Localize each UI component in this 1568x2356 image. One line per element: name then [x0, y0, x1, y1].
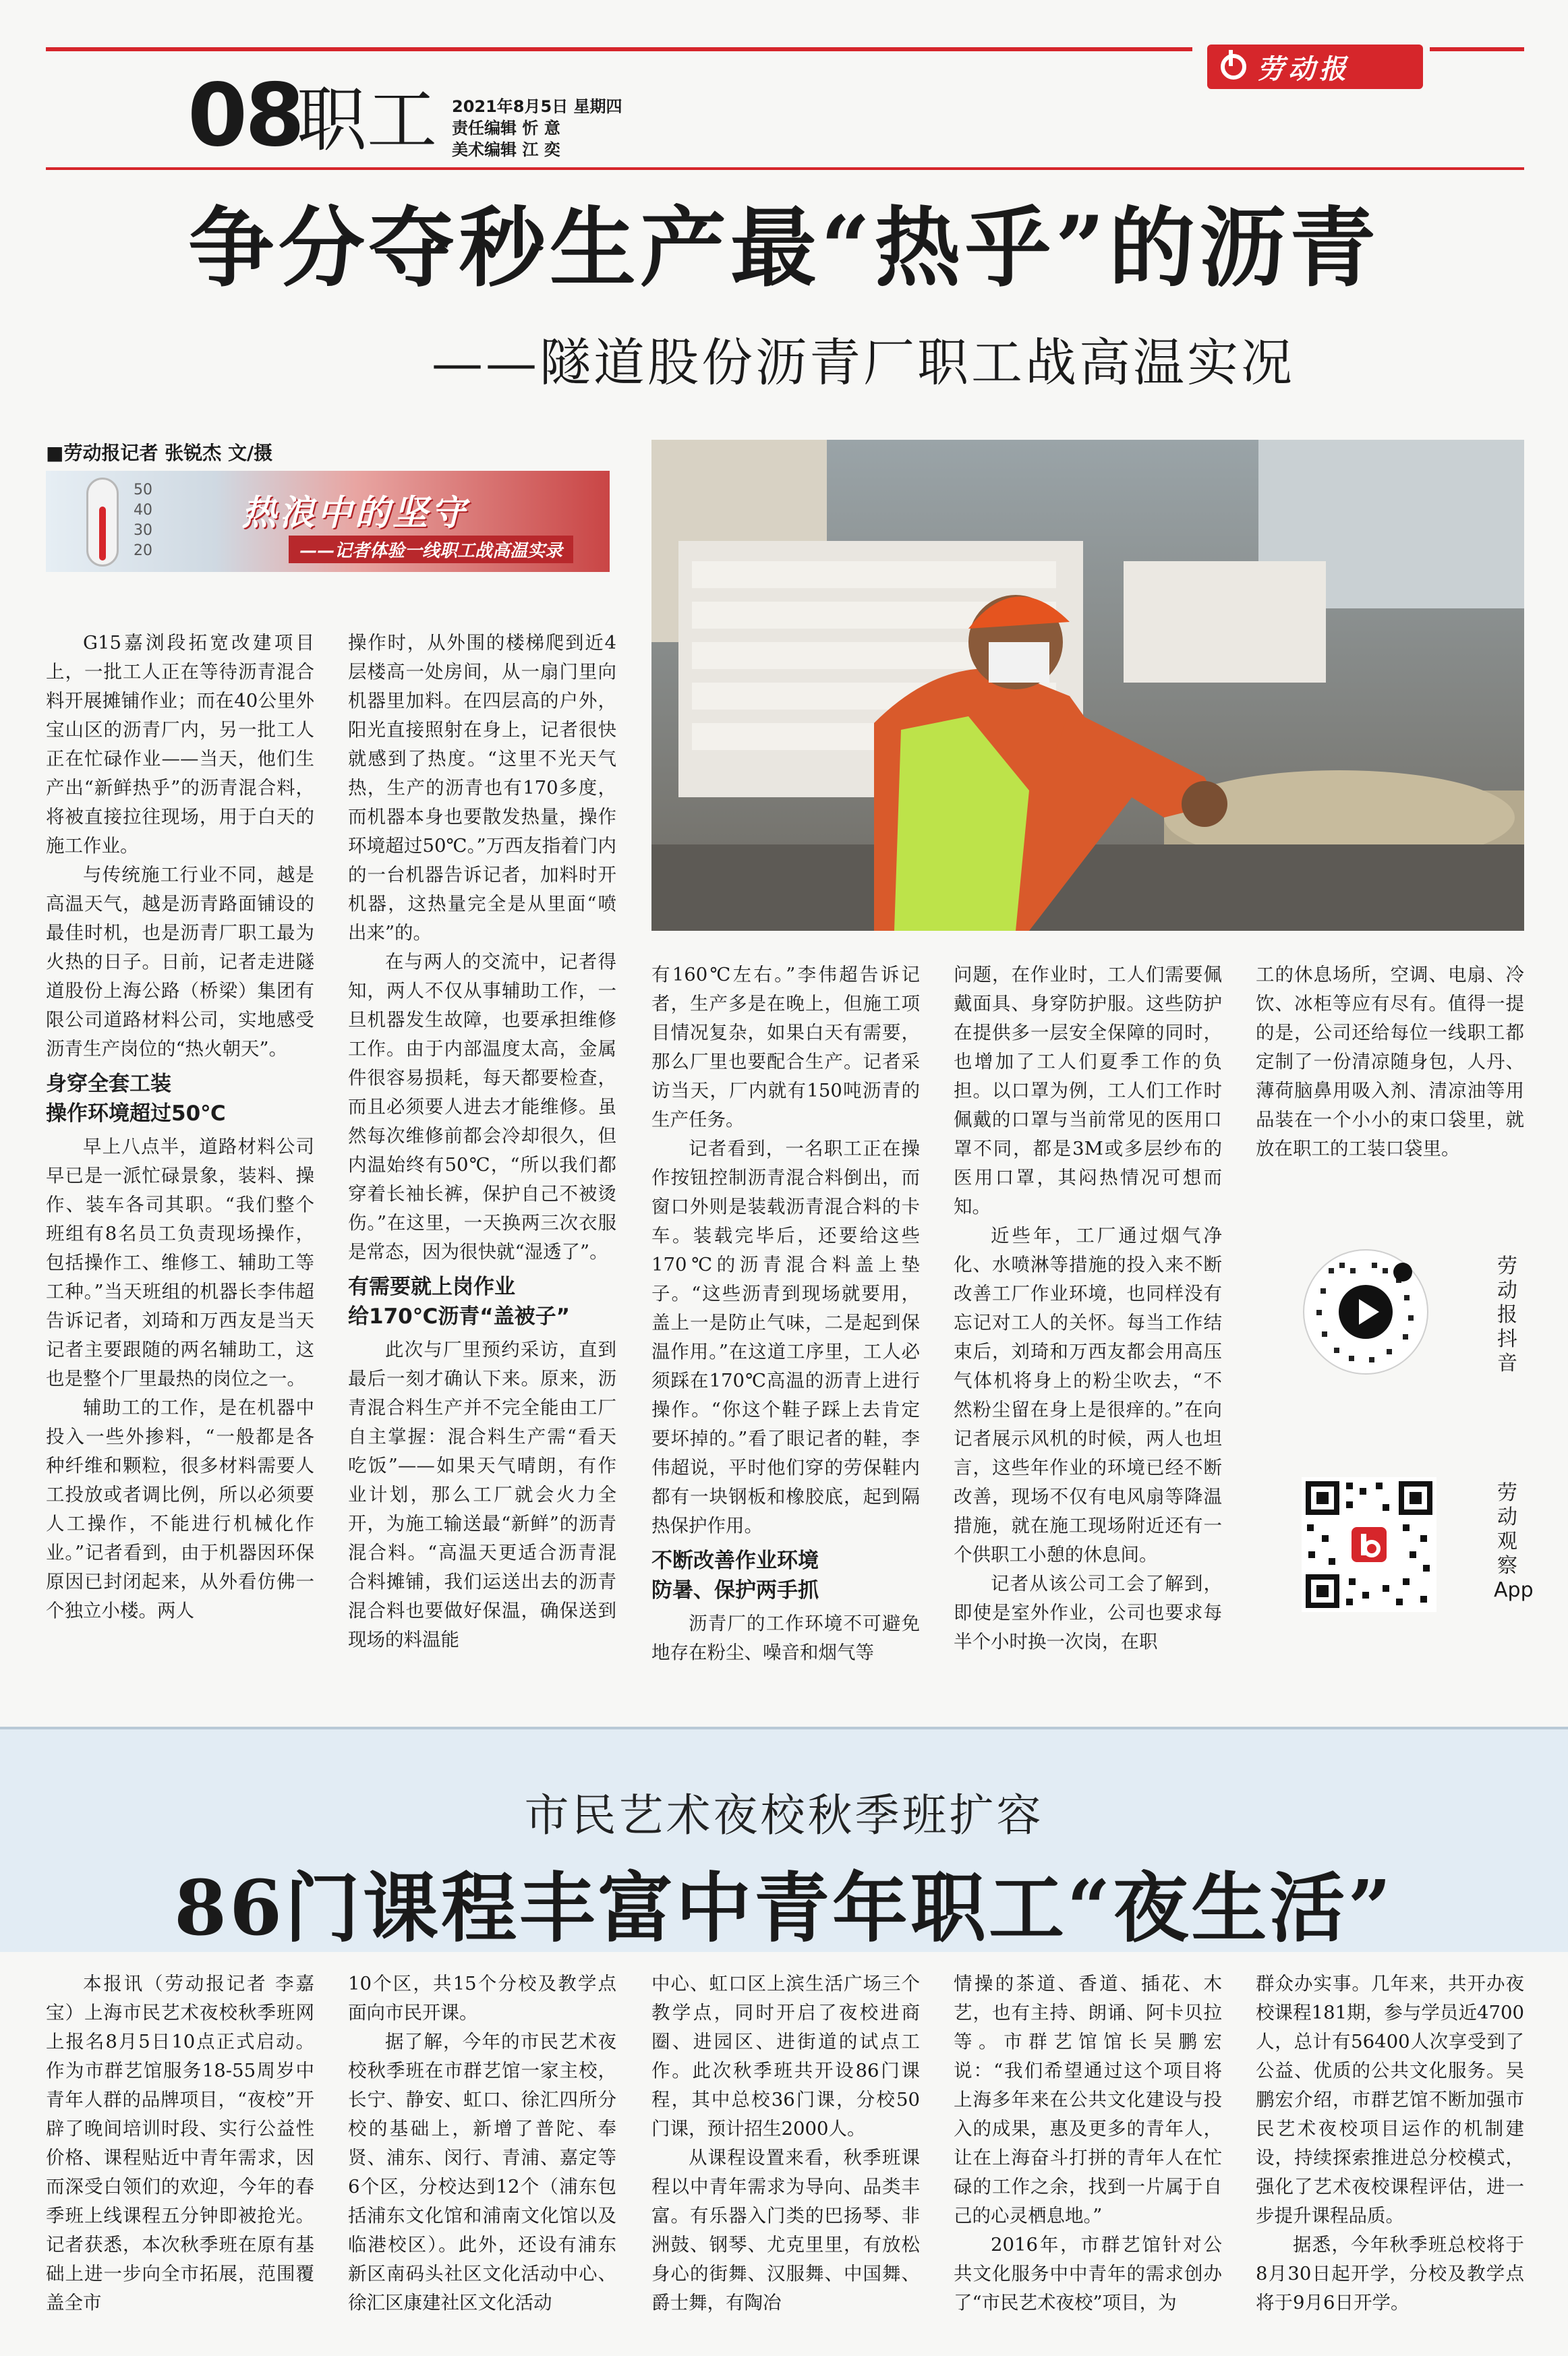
douyin-qr-code[interactable] — [1302, 1248, 1430, 1376]
logo-icon — [1221, 54, 1246, 80]
article2-headline: 86门课程丰富中青年职工“夜生活” — [174, 1864, 1394, 1953]
app-label: 劳动观察App — [1494, 1481, 1534, 1602]
paragraph: 中心、虹口区上滨生活广场三个教学点，同时开启了夜校进商圈、进园区、进街道的试点工作。此次秋季班共开设86门课程，其中总校36门课，分校50门课，预计招生2000人。 — [651, 1973, 920, 2139]
article1-column-1 — [46, 629, 314, 1626]
article2-column-5 — [1256, 1970, 1524, 2318]
heading-line: 有需要就上岗作业 — [348, 1275, 515, 1299]
article1-column-3 — [651, 960, 920, 1667]
article1-column-2 — [348, 629, 616, 1655]
photo-illustration — [651, 440, 1524, 931]
paragraph: 据了解，今年的市民艺术夜校秋季班在市群艺馆一家主校，长宁、静安、虹口、徐汇四所分校的基础上，新增了普陀、奉贤、浦东、闵行、青浦、嘉定等6个区，分校达到12个（浦东包括浦东文化馆和浦南文化馆以及临港校区）。此外，还设有浦东新区南码头社区文化活动中心、徐汇区康建社区文化活动 — [348, 2031, 616, 2314]
article1-column-5 — [1256, 960, 1524, 1163]
paragraph: 有160℃左右。”李伟超告诉记者，生产多是在晚上，但施工项目情况复杂，如果白天有需要，那么厂里也要配合生产。记者采访当天，厂内就有150吨沥青的生产任务。 — [651, 964, 920, 1130]
subheadline: ——隧道股份沥青厂职工战高温实况 — [432, 333, 1295, 393]
paragraph: 群众办实事。几年来，共开办夜校课程181期，参与学员近4700人，总计有56400人次享受到了公益、优质的公共文化服务。吴鹏宏介绍，市群艺馆不断加强市民艺术夜校项目运作的机制建设，持续探索推进总分校模式，强化了艺术夜校课程评估，进一步提升课程品质。 — [1256, 1973, 1524, 2226]
top-rule — [46, 47, 1192, 51]
paragraph: 2016年，市群艺馆针对公共文化服务中中青年的需求创办了“市民艺术夜校”项目，为 — [954, 2234, 1222, 2314]
paragraph: 操作时，从外围的楼梯爬到近4层楼高一处房间，从一扇门里向机器里加料。在四层高的户外，阳光直接照射在身上，记者很快就感到了热度。“这里不光天气热，生产的沥青也有170多度，而机器本身也要散发热量，操作环境超过50℃。”万西友指着门内的一台机器告诉记者，加料时开机器，这热量完全是从里面“喷出来”的。 — [348, 632, 616, 944]
article2-kicker: 市民艺术夜校秋季班扩容 — [524, 1789, 1044, 1841]
heading-line: 防暑、保护两手抓 — [651, 1578, 819, 1603]
section-heading-a — [46, 1069, 314, 1128]
article1-column-4 — [954, 960, 1222, 1657]
paragraph: 在与两人的交流中，记者得知，两人不仅从事辅助工作，一旦机器发生故障，也要承担维修工作。由于内部温度太高，金属件很容易损耗，每天都要检查，而且必须要人进去才能维修。虽然每次维修前都会冷却很久，但内温始终有50℃，“所以我们都穿着长袖长裤，保护自己不被烫伤。”在这里，一天换两三次衣服是常态，因为很快就“湿透了”。 — [348, 951, 616, 1263]
paragraph: 此次与厂里预约采访，直到最后一刻才确认下来。原来，沥青混合料生产并不完全能由工厂自主掌握：混合料生产需“看天吃饭”——如果天气晴朗，有作业计划，那么工厂就会火力全开，为施工输送最“新鲜”的沥青混合料。“高温天更适合沥青混合料摊铺，我们运送出去的沥青混合料也要做好保温，确保送到现场的料温能 — [348, 1339, 616, 1650]
section-name: 职工 — [297, 79, 438, 161]
paragraph: 工的休息场所，空调、电扇、冷饮、冰柜等应有尽有。值得一提的是，公司还给每位一线职工都定制了一份清凉随身包，人丹、薄荷脑鼻用吸入剂、清凉油等用品装在一个小小的束口袋里，就放在职工的工装口袋里。 — [1256, 964, 1524, 1159]
paragraph: 辅助工的工作，是在机器中投入一些外掺料，“一般都是各种纤维和颗粒，很多材料需要人工投放或者调比例，所以必须要人工操作，不能进行机械化作业。”记者看到，由于机器因环保原因已封闭起来，从外看仿佛一个独立小楼。两人 — [46, 1397, 314, 1621]
paragraph: 与传统施工行业不同，越是高温天气，越是沥青路面铺设的最佳时机，也是沥青厂职工最为火热的日子。日前，记者走进隧道股份上海公路（桥梁）集团有限公司道路材料公司，实地感受沥青生产岗位的“热火朝天”。 — [46, 864, 314, 1060]
section-heading-b — [348, 1272, 616, 1331]
paragraph: 从课程设置来看，秋季班课程以中青年需求为导向、品类丰富。有乐器入门类的巴扬琴、非洲鼓、钢琴、尤克里里，有放松身心的街舞、汉服舞、中国舞、爵士舞，有陶冶 — [651, 2147, 920, 2314]
paragraph: 情操的茶道、香道、插花、木艺，也有主持、朗诵、阿卡贝拉等。市群艺馆馆长吴鹏宏说：“我们希望通过这个项目将上海多年来在公共文化建设与投入的成果，惠及更多的青年人，让在上海奋斗打拼的青年人在忙碌的工作之余，找到一片属于自己的心灵栖息地。” — [954, 1973, 1222, 2226]
heading-line: 给170℃沥青“盖被子” — [348, 1304, 570, 1329]
masthead-divider — [46, 167, 1524, 170]
scale-tick: 20 — [134, 542, 152, 559]
byline: ■劳动报记者 张锐杰 文/摄 — [46, 442, 273, 464]
scale-tick: 40 — [134, 502, 152, 519]
paragraph: 据悉，今年秋季班总校将于8月30日起开学，分校及教学点将于9月6日开学。 — [1256, 2234, 1524, 2314]
worker-photo — [651, 440, 1524, 931]
logo-text: 劳动报 — [1257, 53, 1350, 85]
app-qr-code[interactable] — [1302, 1477, 1436, 1612]
article2-column-3 — [651, 1970, 920, 2318]
series-banner — [46, 471, 610, 572]
art-editor-credit: 美术编辑 江 奕 — [452, 140, 560, 159]
article2-column-1 — [46, 1970, 314, 2318]
article2-column-2 — [348, 1970, 616, 2318]
page-number: 08 — [187, 65, 303, 166]
issue-date: 2021年8月5日 星期四 — [452, 97, 622, 116]
qr-icon — [1302, 1477, 1436, 1612]
douyin-label: 劳动报抖音 — [1497, 1255, 1517, 1375]
thermometer-scale — [134, 480, 152, 561]
paragraph: 10个区，共15个分校及教学点面向市民开课。 — [348, 1973, 616, 2023]
thermometer-icon — [86, 478, 119, 567]
paragraph: 记者从该公司工会了解到，即使是室外作业，公司也要求每半个小时换一次岗，在职 — [954, 1573, 1222, 1653]
paragraph: 早上八点半，道路材料公司早已是一派忙碌景象，装料、操作、装车各司其职。“我们整个班组有8名员工负责现场操作，包括操作工、维修工、辅助工等工种。”当天班组的机器长李伟超告诉记者，刘琦和万西友是当天记者主要跟随的两名辅助工，这也是整个厂里最热的岗位之一。 — [46, 1136, 314, 1389]
section-heading-c — [651, 1546, 920, 1605]
paragraph: 记者看到，一名职工正在操作按钮控制沥青混合料倒出，而窗口外则是装载沥青混合料的卡车。装载完毕后，还要给这些170℃的沥青混合料盖上垫子。“这些沥青到现场就要用，盖上一是防止气味，二是起到保温作用。”在这道工序里，工人必须踩在170℃高温的沥青上进行操作。“你这个鞋子踩上去肯定要坏掉的。”看了眼记者的鞋，李伟超说，平时他们穿的劳保鞋内都有一块钢板和橡胶底，起到隔热保护作用。 — [651, 1138, 920, 1536]
paragraph: 近些年，工厂通过烟气净化、水喷淋等措施的投入来不断改善工厂作业环境，也同样没有忘记对工人的关怀。每当工作结束后，刘琦和万西友都会用高压气体机将身上的粉尘吹去，“不然粉尘留在身上是很痒的。”在向记者展示风机的时候，两人也坦言，这些年作业的环境已经不断改善，现场不仅有电风扇等降温措施，就在施工现场附近还有一个供职工小憩的休息间。 — [954, 1225, 1222, 1565]
headline: 争分夺秒生产最“热乎”的沥青 — [187, 198, 1381, 299]
heading-line: 身穿全套工装 — [46, 1072, 171, 1096]
paragraph: 沥青厂的工作环境不可避免地存在粉尘、噪音和烟气等 — [651, 1613, 920, 1663]
scale-tick: 30 — [134, 522, 152, 539]
article2-column-4 — [954, 1970, 1222, 2318]
heading-line: 操作环境超过50℃ — [46, 1101, 226, 1126]
paragraph: 问题，在作业时，工人们需要佩戴面具、身穿防护服。这些防护在提供多一层安全保障的同时，也增加了工人们夏季工作的负担。以口罩为例，工人们工作时佩戴的口罩与当前常见的医用口罩不同，都是3M或多层纱布的医用口罩，其闷热情况可想而知。 — [954, 964, 1222, 1217]
editor-credit: 责任编辑 忻 意 — [452, 119, 560, 138]
douyin-icon — [1302, 1248, 1430, 1376]
heading-line: 不断改善作业环境 — [651, 1549, 819, 1573]
scale-tick: 50 — [134, 482, 152, 498]
paragraph: 本报讯（劳动报记者 李嘉宝）上海市民艺术夜校秋季班网上报名8月5日10点正式启动。作为市群艺馆服务18-55周岁中青年人群的品牌项目，“夜校”开辟了晚间培训时段、实行公益性价格、课程贴近中青年需求，因而深受白领们的欢迎，今年的春季班上线课程五分钟即被抢光。记者获悉，本次秋季班在原有基础上进一步向全市拓展，范围覆盖全市 — [46, 1973, 314, 2314]
paragraph: G15嘉浏段拓宽改建项目上，一批工人正在等待沥青混合料开展摊铺作业；而在40公里外宝山区的沥青厂内，另一批工人正在忙碌作业——当天，他们生产出“新鲜热乎”的沥青混合料，将被直接拉往现场，用于白天的施工作业。 — [46, 632, 314, 857]
banner-subtitle: ——记者体验一线职工战高温实录 — [289, 536, 573, 563]
banner-title: 热浪中的坚守 — [241, 492, 469, 534]
top-rule-right — [1430, 47, 1524, 51]
newspaper-logo — [1207, 45, 1423, 89]
